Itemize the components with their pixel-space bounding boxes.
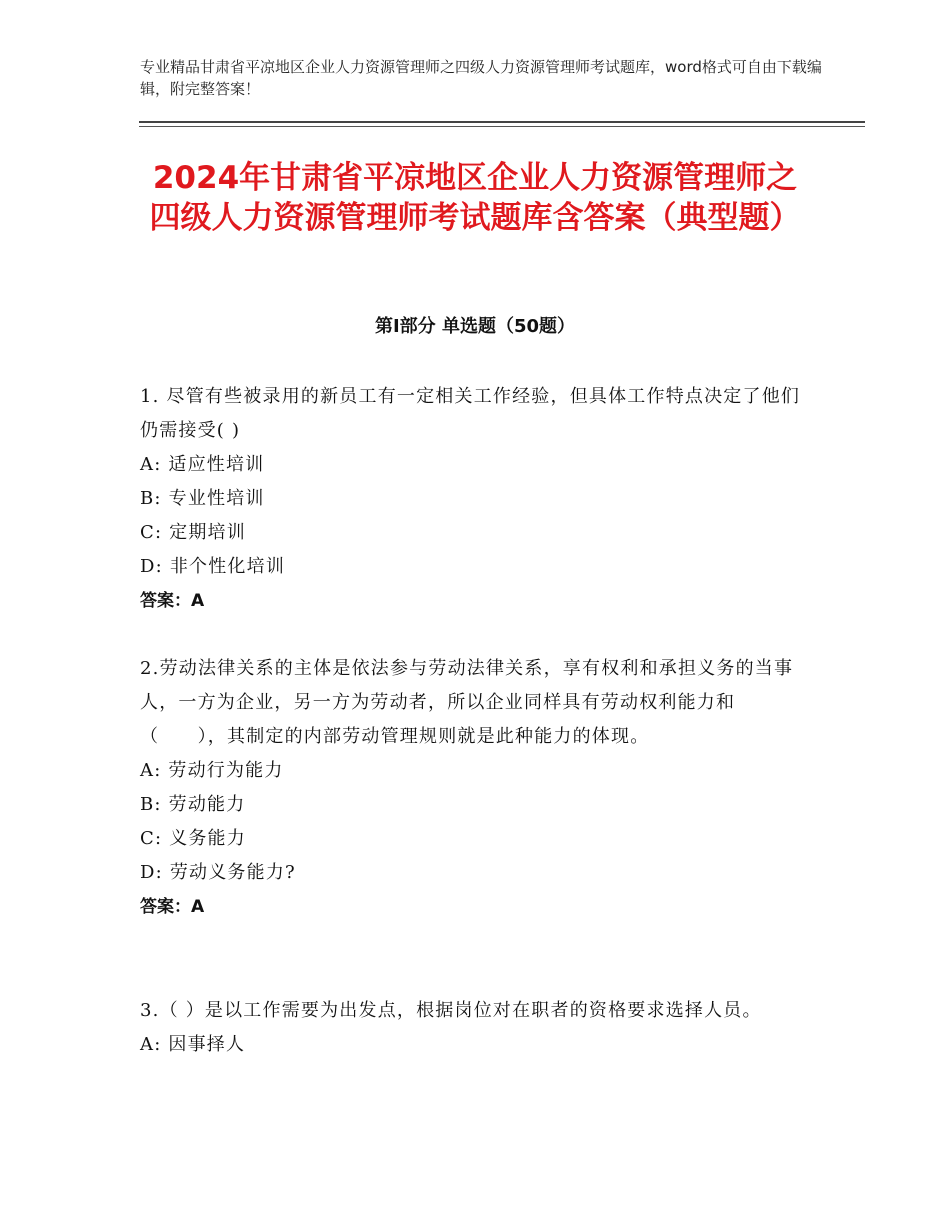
option-c: C: 义务能力: [140, 828, 246, 849]
option-b: B: 劳动能力: [140, 794, 246, 815]
section-title: 第Ⅰ部分 单选题（50题）: [374, 316, 575, 337]
header-divider-thin: [139, 126, 865, 127]
option-c: C: 定期培训: [140, 522, 246, 543]
question-1: [140, 380, 805, 618]
question-text: 1. 尽管有些被录用的新员工有一定相关工作经验，但具体工作特点决定了他们仍需接受( ): [140, 386, 801, 441]
document-title: 2024年甘肃省平凉地区企业人力资源管理师之四级人力资源管理师考试题库含答案（典型题）: [149, 160, 801, 236]
question-3: [140, 994, 805, 1062]
answer: 答案：A: [140, 591, 205, 611]
option-d: D: 劳动义务能力?: [140, 862, 296, 883]
header-divider-thick: [139, 121, 865, 123]
option-b: B: 专业性培训: [140, 488, 265, 509]
option-a: A: 适应性培训: [140, 454, 265, 475]
question-text: 2.劳动法律关系的主体是依法参与劳动法律关系，享有权利和承担义务的当事人，一方为企业，另一方为劳动者，所以企业同样具有劳动权利能力和（ ），其制定的内部劳动管理规则就是此种能力的体现。: [140, 658, 794, 747]
option-a: A: 因事择人: [140, 1034, 246, 1055]
question-2: [140, 652, 805, 924]
question-text: 3.（ ）是以工作需要为出发点，根据岗位对在职者的资格要求选择人员。: [140, 1000, 762, 1021]
option-a: A: 劳动行为能力: [140, 760, 284, 781]
answer: 答案：A: [140, 897, 205, 917]
document-header-note: 专业精品甘肃省平凉地区企业人力资源管理师之四级人力资源管理师考试题库，word格式可自由下载编辑，附完整答案！: [140, 58, 822, 98]
option-d: D: 非个性化培训: [140, 556, 286, 577]
